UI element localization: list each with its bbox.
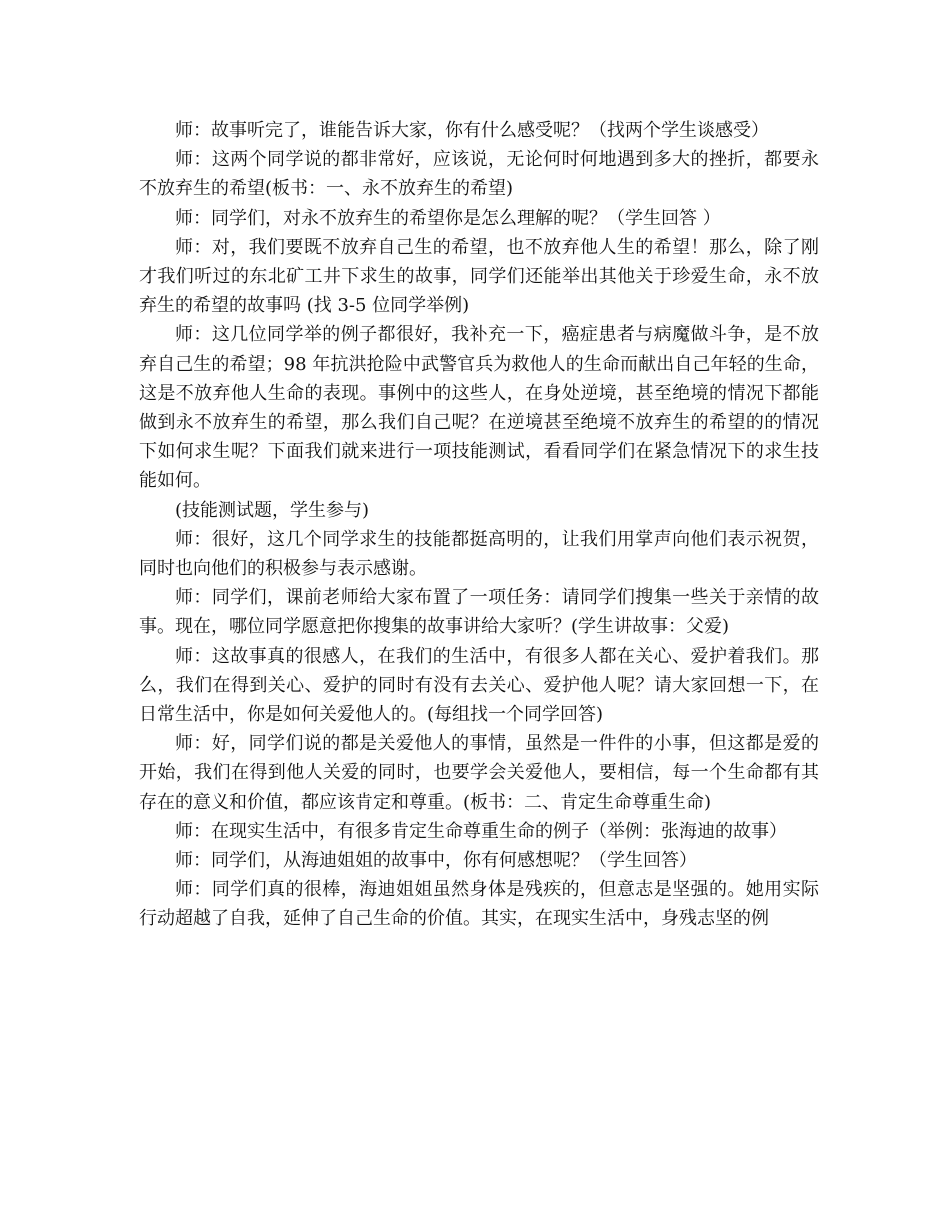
paragraph: 师：同学们，课前老师给大家布置了一项任务：请同学们搜集一些关于亲情的故事。现在，哪位同学愿意把你搜集的故事讲给大家听？(学生讲故事：父爱) bbox=[139, 587, 819, 638]
document-body bbox=[139, 116, 819, 934]
paragraph: 师：同学们真的很棒，海迪姐姐虽然身体是残疾的，但意志是坚强的。她用实际行动超越了自我，延伸了自己生命的价值。其实，在现实生活中，身残志坚的例 bbox=[139, 879, 819, 930]
paragraph: 师：这两个同学说的都非常好，应该说，无论何时何地遇到多大的挫折，都要永不放弃生的希望(板书：一、永不放弃生的希望) bbox=[139, 149, 819, 200]
paragraph: 师：对，我们要既不放弃自己生的希望，也不放弃他人生的希望！那么，除了刚才我们听过的东北矿工井下求生的故事，同学们还能举出其他关于珍爱生命，永不放弃生的希望的故事吗 (找 3-5 位同学举例) bbox=[139, 236, 819, 317]
paragraph: 师：同学们，从海迪姐姐的故事中，你有何感想呢？（学生回答） bbox=[175, 850, 697, 872]
paragraph: 师：很好，这几个同学求生的技能都挺高明的，让我们用掌声向他们表示祝贺，同时也向他们的积极参与表示感谢。 bbox=[139, 528, 819, 580]
paragraph: 师：故事听完了，谁能告诉大家，你有什么感受呢？（找两个学生谈感受） bbox=[175, 120, 769, 141]
paragraph: 师：同学们，对永不放弃生的希望你是怎么理解的呢？（学生回答 ） bbox=[175, 207, 721, 229]
paragraph: 师：这故事真的很感人，在我们的生活中，有很多人都在关心、爱护着我们。那么，我们在得到关心、爱护的同时有没有去关心、爱护他人呢？请大家回想一下，在日常生活中，你是如何关爱他人的。(每组找一个同学回答) bbox=[139, 645, 819, 726]
paragraph: 师：这几位同学举的例子都很好，我补充一下，癌症患者与病魔做斗争，是不放弃自己生的希望；98 年抗洪抢险中武警官兵为救他人的生命而献出自己年轻的生命，这是不放弃他人生命的表现。事例中的这些人，在身处逆境，甚至绝境的情况下都能做到永不放弃生的希望，那么我们自己呢？在逆境甚至绝境不放弃生的希望的的情况下如何求生呢？下面我们就来进行一项技能测试，看看同学们在紧急情况下的求生技能如何。 bbox=[139, 324, 819, 492]
paragraph: 师：在现实生活中，有很多肯定生命尊重生命的例子（举例：张海迪的故事） bbox=[175, 820, 787, 842]
paragraph: (技能测试题，学生参与) bbox=[175, 499, 370, 521]
paragraph: 师：好，同学们说的都是关爱他人的事情，虽然是一件件的小事，但这都是爱的开始，我们在得到他人关爱的同时，也要学会关爱他人，要相信，每一个生命都有其存在的意义和价值，都应该肯定和尊重。(板书：二、肯定生命尊重生命) bbox=[139, 733, 819, 813]
